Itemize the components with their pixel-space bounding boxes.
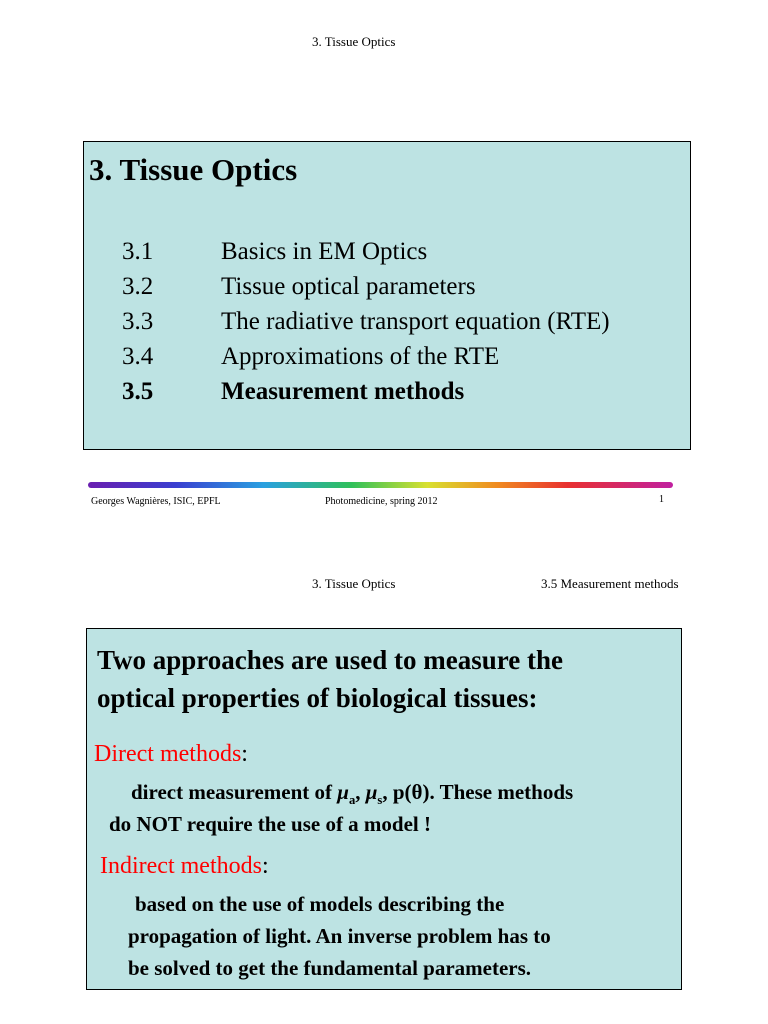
toc-number: 3.1: [122, 238, 154, 265]
indirect-methods-label: Indirect methods: [100, 853, 262, 879]
footer-course: Photomedicine, spring 2012: [325, 496, 438, 507]
mu-symbol: μ: [337, 780, 349, 804]
toc-item-3-3: [122, 308, 610, 336]
toc-label: Basics in EM Optics: [221, 238, 428, 265]
toc-label: Measurement methods: [221, 378, 465, 405]
slide2-section: 3.5 Measurement methods: [541, 576, 679, 591]
rainbow-divider: [88, 482, 673, 488]
toc-label: Approximations of the RTE: [221, 343, 500, 370]
indirect-methods-description: [128, 888, 551, 984]
mu-symbol: μ: [365, 780, 378, 804]
slide2-content-box: [86, 628, 682, 990]
toc-label: Tissue optical parameters: [221, 273, 476, 300]
indirect-methods-heading: [100, 853, 269, 880]
colon: :: [261, 853, 269, 879]
toc-item-3-5: [122, 378, 464, 406]
toc-item-3-1: [122, 238, 427, 266]
toc-label: The radiative transport equation (RTE): [221, 308, 610, 335]
toc-item-3-2: [122, 273, 476, 301]
heading-line-2: optical properties of biological tissues:: [97, 683, 538, 713]
indirect-line-1: based on the use of models describing the: [135, 892, 505, 916]
footer-author: Georges Wagnières, ISIC, EPFL: [91, 496, 221, 507]
direct-methods-description: [109, 776, 573, 840]
footer-page-number: 1: [659, 494, 664, 505]
slide1-content-box: [83, 141, 691, 450]
direct-line-2: do NOT require the use of a model !: [109, 812, 432, 836]
direct-methods-label: Direct methods: [94, 741, 242, 767]
slide1-header: 3. Tissue Optics: [312, 34, 396, 49]
direct-methods-heading: [94, 741, 248, 768]
toc-number: 3.2: [122, 273, 154, 300]
toc-number: 3.5: [122, 378, 154, 405]
indirect-line-3: be solved to get the fundamental parameters.: [128, 956, 532, 980]
heading-line-1: Two approaches are used to measure the: [97, 645, 563, 675]
slide2-heading: [97, 641, 563, 717]
toc-number: 3.4: [122, 343, 154, 370]
toc-number: 3.3: [122, 308, 154, 335]
direct-line-1: direct measurement of $\mu_a$, $\mu_s$, p(θ). These methods: [131, 780, 574, 808]
slide2-header: 3. Tissue Optics: [312, 576, 396, 591]
colon: :: [241, 741, 248, 767]
slide1-title: 3. Tissue Optics: [89, 152, 298, 187]
toc-item-3-4: [122, 343, 499, 371]
indirect-line-2: propagation of light. An inverse problem has to: [128, 924, 551, 948]
